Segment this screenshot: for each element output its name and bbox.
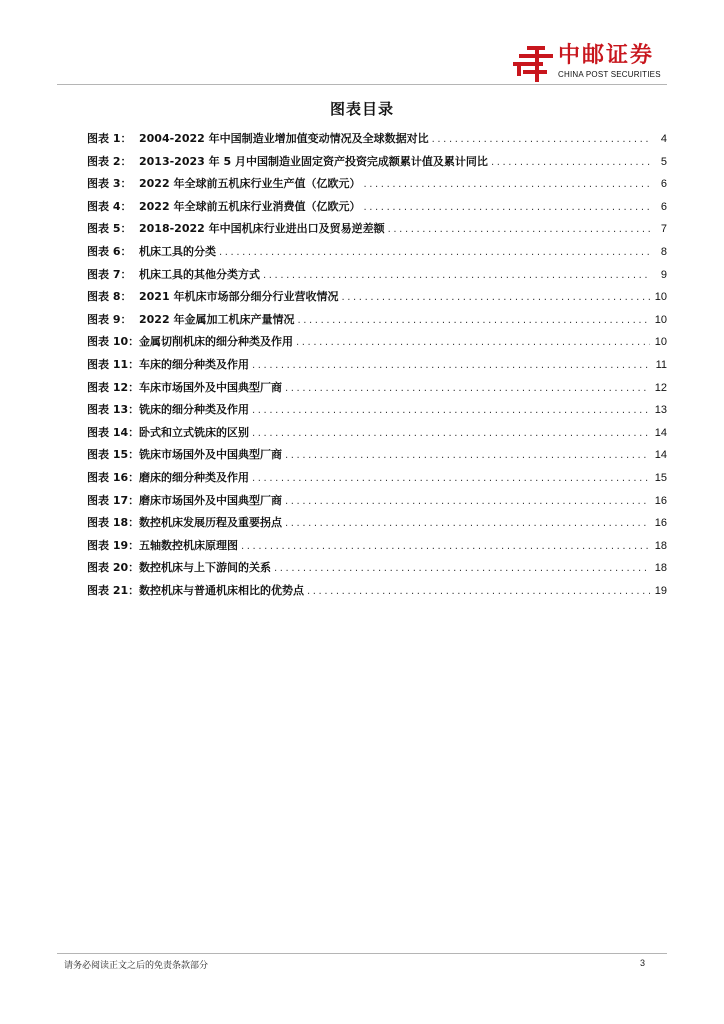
- toc-entry-page: 11: [655, 358, 667, 371]
- footer-disclaimer: 请务必阅读正文之后的免责条款部分: [64, 961, 209, 971]
- toc-entry-leader: [252, 468, 650, 491]
- toc-entry[interactable]: [87, 535, 667, 558]
- toc-entry-leader: [388, 219, 650, 242]
- toc-entry[interactable]: [87, 151, 667, 174]
- toc-entry-leader: [263, 265, 650, 288]
- footer-divider: [57, 953, 667, 954]
- toc-entry[interactable]: [87, 286, 667, 309]
- toc-entry-label: 图表 6：: [87, 244, 132, 258]
- toc-entry[interactable]: [87, 422, 667, 445]
- toc-entry-title: 机床工具的分类: [139, 244, 216, 258]
- toc-entry-title: 铣床市场国外及中国典型厂商: [139, 448, 282, 462]
- toc-entry-label: 图表 15：: [87, 448, 140, 462]
- toc-entry-label: 图表 21：: [87, 583, 140, 597]
- toc-entry[interactable]: [87, 399, 667, 422]
- toc-entry-label: 图表 8：: [87, 290, 132, 304]
- toc-entry-label: 图表 1：: [87, 132, 132, 145]
- toc-entry-page: 13: [654, 404, 667, 417]
- toc-entry-label: 图表 4：: [87, 199, 132, 213]
- logo-chinese-name: 中邮证券: [558, 43, 655, 68]
- toc-entry-label: 图表 7：: [87, 267, 132, 281]
- toc-entry-title: 数控机床与上下游间的关系: [139, 561, 271, 575]
- toc-entry-label: 图表 2：: [87, 154, 132, 168]
- toc-entry-label: 图表 20：: [87, 561, 140, 575]
- toc-entry-leader: [297, 310, 650, 333]
- toc-entry-page: 15: [654, 471, 667, 484]
- toc-entry-leader: [252, 423, 650, 446]
- toc-entry-title: 2018-2022 年中国机床行业进出口及贸易逆差额: [139, 222, 385, 236]
- toc-entry[interactable]: [87, 354, 667, 377]
- toc-entry-leader: [341, 287, 650, 310]
- toc-entry-page: 10: [654, 291, 667, 304]
- toc-entry-leader: [241, 536, 650, 559]
- toc-entry-label: 图表 11：: [87, 357, 140, 371]
- toc-entry-title: 金属切削机床的细分种类及作用: [139, 335, 293, 349]
- toc-entry-label: 图表 3：: [87, 177, 132, 191]
- toc-entry-page: 10: [654, 336, 667, 349]
- toc-entry-page: 18: [654, 562, 667, 575]
- toc-entry-page: 14: [654, 426, 667, 439]
- china-post-logo-icon: [513, 44, 555, 84]
- toc-entry[interactable]: [87, 467, 667, 490]
- toc-entry[interactable]: [87, 128, 667, 151]
- toc-entry-leader: [307, 581, 650, 604]
- toc-entry-title: 车床的细分种类及作用: [139, 357, 249, 371]
- toc-entry-leader: [219, 242, 650, 265]
- toc-entry[interactable]: [87, 377, 667, 400]
- toc-entry[interactable]: [87, 557, 667, 580]
- toc-entry-page: 14: [654, 449, 667, 462]
- toc-entry-label: 图表 14：: [87, 425, 140, 439]
- toc-entry-title: 2004-2022 年中国制造业增加值变动情况及全球数据对比: [139, 132, 429, 145]
- toc-entry-page: 16: [654, 494, 667, 507]
- toc-entry-page: 10: [654, 313, 667, 326]
- toc-entry[interactable]: [87, 264, 667, 287]
- toc-entry-label: 图表 18：: [87, 516, 140, 530]
- toc-entry-title: 磨床市场国外及中国典型厂商: [139, 493, 282, 507]
- toc-entry-title: 铣床的细分种类及作用: [139, 403, 249, 417]
- toc-entry-page: 19: [654, 584, 667, 597]
- toc-entry-title: 2022 年全球前五机床行业生产值（亿欧元）: [139, 177, 361, 191]
- toc-entry-page: 9: [660, 268, 667, 281]
- toc-entry-title: 车床市场国外及中国典型厂商: [139, 380, 282, 394]
- toc-entry-label: 图表 9：: [87, 312, 132, 326]
- page-header: [0, 0, 724, 90]
- logo-english-name: CHINA POST SECURITIES: [558, 70, 661, 79]
- toc-entry-page: 6: [660, 200, 667, 213]
- toc-entry-title: 机床工具的其他分类方式: [139, 267, 260, 281]
- toc-entry-page: 6: [660, 178, 667, 191]
- toc-entry-label: 图表 17：: [87, 493, 140, 507]
- toc-entry-title: 2022 年全球前五机床行业消费值（亿欧元）: [139, 199, 361, 213]
- toc-entry-title: 2013-2023 年 5 月中国制造业固定资产投资完成额累计值及累计同比: [139, 154, 488, 168]
- toc-entry[interactable]: [87, 580, 667, 603]
- toc-entry-title: 卧式和立式铣床的区别: [139, 425, 249, 439]
- toc-entry-leader: [252, 355, 650, 378]
- toc-entry-label: 图表 16：: [87, 470, 140, 484]
- toc-entry-page: 18: [654, 539, 667, 552]
- toc-entry[interactable]: [87, 173, 667, 196]
- toc-entry-leader: [363, 197, 650, 220]
- toc-entry-page: 12: [654, 381, 667, 394]
- toc-entry-leader: [274, 558, 650, 581]
- toc-entry-page: 16: [654, 517, 667, 530]
- toc-entry-leader: [491, 152, 650, 175]
- toc-entry-title: 数控机床与普通机床相比的优势点: [139, 583, 304, 597]
- toc-entry-title: 磨床的细分种类及作用: [139, 470, 249, 484]
- toc-list: [87, 128, 667, 602]
- toc-entry-label: 图表 19：: [87, 538, 140, 552]
- toc-entry[interactable]: [87, 512, 667, 535]
- toc-entry-page: 7: [660, 223, 667, 236]
- toc-entry-page: 4: [660, 133, 667, 145]
- toc-entry-title: 数控机床发展历程及重要拐点: [139, 516, 282, 530]
- toc-entry[interactable]: [87, 196, 667, 219]
- toc-entry[interactable]: [87, 331, 667, 354]
- toc-entry[interactable]: [87, 309, 667, 332]
- toc-entry-leader: [285, 378, 650, 401]
- toc-entry-page: 5: [660, 155, 667, 168]
- toc-entry-title: 2021 年机床市场部分细分行业营收情况: [139, 290, 339, 304]
- toc-entry-label: 图表 13：: [87, 403, 140, 417]
- toc-entry-title: 五轴数控机床原理图: [139, 538, 238, 552]
- toc-entry-label: 图表 10：: [87, 335, 140, 349]
- toc-entry-leader: [285, 491, 650, 514]
- toc-entry-leader: [363, 174, 650, 197]
- toc-entry[interactable]: [87, 241, 667, 264]
- header-divider: [57, 84, 667, 85]
- toc-entry-leader: [252, 400, 650, 423]
- toc-entry[interactable]: [87, 218, 667, 241]
- toc-entry-leader: [285, 445, 650, 468]
- toc-entry[interactable]: [87, 490, 667, 513]
- toc-entry-leader: [432, 129, 650, 152]
- toc-entry[interactable]: [87, 444, 667, 467]
- toc-entry-page: 8: [660, 245, 667, 258]
- toc-title: 图表目录: [329, 100, 394, 118]
- toc-entry-leader: [296, 332, 650, 355]
- toc-entry-label: 图表 12：: [87, 380, 140, 394]
- footer-page-number: 3: [640, 958, 646, 968]
- toc-entry-label: 图表 5：: [87, 222, 132, 236]
- toc-entry-leader: [285, 513, 650, 536]
- toc-entry-title: 2022 年金属加工机床产量情况: [139, 312, 295, 326]
